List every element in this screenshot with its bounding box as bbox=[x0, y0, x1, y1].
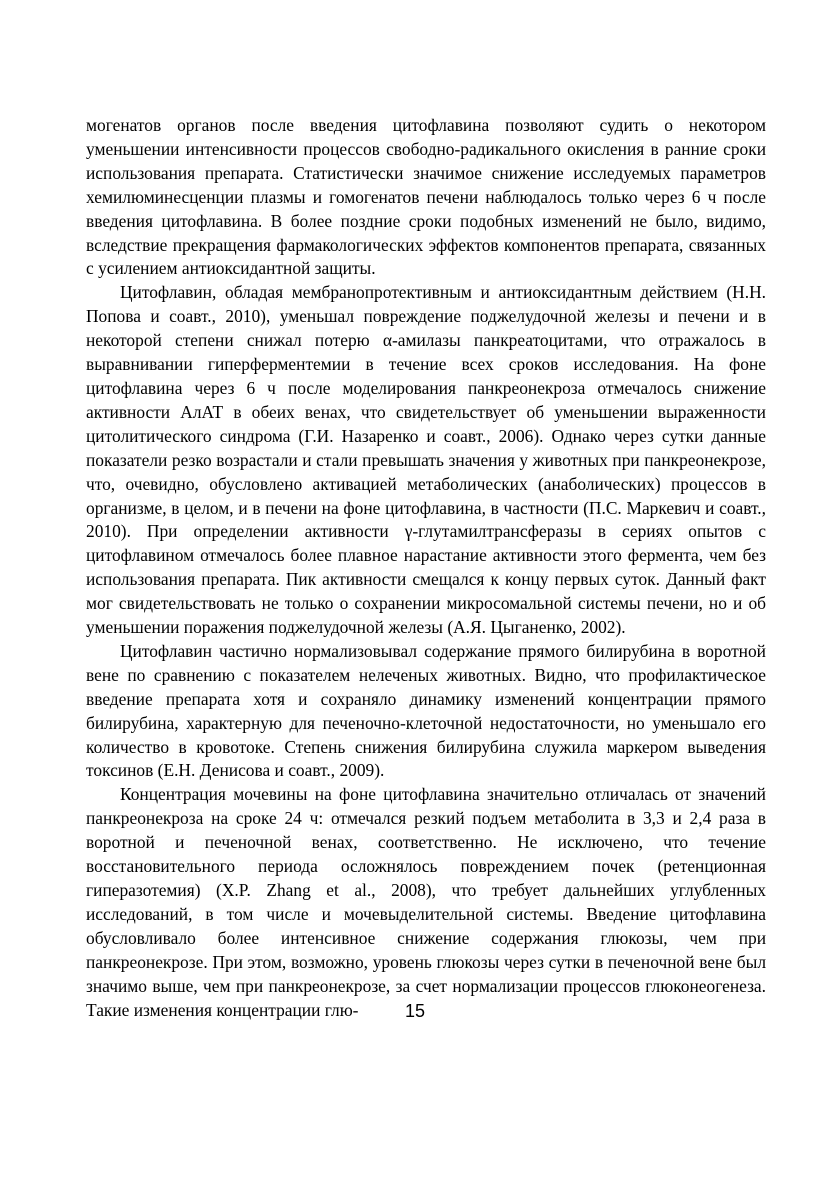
paragraph-2: Цитофлавин, обладая мембранопротективным и антиоксидантным действием (Н.Н. Попова и соавт., 2010), уменьшал повреждение поджелудочной железы и печени и в некоторой степени снижал потерю α-амилазы панкреатоцитами, что отражалось в выравнивании гиперферментемии в течение всех сроков исследования. На фоне цитофлавина через 6 ч после моделирования панкреонекроза отмечалось снижение активности АлАТ в обеих венах, что свидетельствует об уменьшении выраженности цитолитического синдрома (Г.И. Назаренко и соавт., 2006). Однако через сутки данные показатели резко возрастали и стали превышать значения у животных при панкреонекрозе, что, очевидно, обусловлено активацией метаболических (анаболических) процессов в организме, в целом, и в печени на фоне цитофлавина, в частности (П.С. Маркевич и соавт., 2010). При определении активности γ-глутамилтрансферазы в сериях опытов с цитофлавином отмечалось более плавное нарастание активности этого фермента, чем без использования препарата. Пик активности смещался к концу первых суток. Данный факт мог свидетельствовать не только о сохранении микросомальной системы печени, но и об уменьшении поражения поджелудочной железы (А.Я. Цыганенко, 2002). bbox=[86, 282, 766, 638]
paragraph-1: могенатов органов после введения цитофлавина позволяют судить о некотором уменьшении интенсивности процессов свободно-радикального окисления в ранние сроки использования препарата. Статистически значимое снижение исследуемых параметров хемилюминесценции плазмы и гомогенатов печени наблюдалось только через 6 ч после введения цитофлавина. В более поздние сроки подобных изменений не было, видимо, вследствие прекращения фармакологических эффектов компонентов препарата, связанных с усилением антиоксидантной защиты. bbox=[86, 115, 766, 279]
paragraph-4: Концентрация мочевины на фоне цитофлавина значительно отличалась от значений панкреонекроза на сроке 24 ч: отмечался резкий подъем метаболита в 3,3 и 2,4 раза в воротной и печеночной венах, соответственно. Не исключено, что течение восстановительного периода осложнялось повреждением почек (ретенционная гиперазотемия) (X.P. Zhang et al., 2008), что требует дальнейших углубленных исследований, в том числе и мочевыделительной системы. Введение цитофлавина обусловливало более интенсивное снижение содержания глюкозы, чем при панкреонекрозе. При этом, возможно, уровень глюкозы через сутки в печеночной вене был значимо выше, чем при панкреонекрозе, за счет нормализации процессов глюконеогенеза. Такие изменения концентрации глю- bbox=[86, 784, 766, 1020]
page-body bbox=[86, 114, 766, 1022]
page-number: 15 bbox=[404, 1001, 426, 1021]
paragraph-3: Цитофлавин частично нормализовывал содержание прямого билирубина в воротной вене по сравнению с показателем нелеченых животных. Видно, что профилактическое введение препарата хотя и сохраняло динамику изменений концентрации прямого билирубина, характерную для печеночно-клеточной недостаточности, но уменьшало его количество в кровотоке. Степень снижения билирубина служила маркером выведения токсинов (Е.Н. Денисова и соавт., 2009). bbox=[86, 640, 766, 781]
